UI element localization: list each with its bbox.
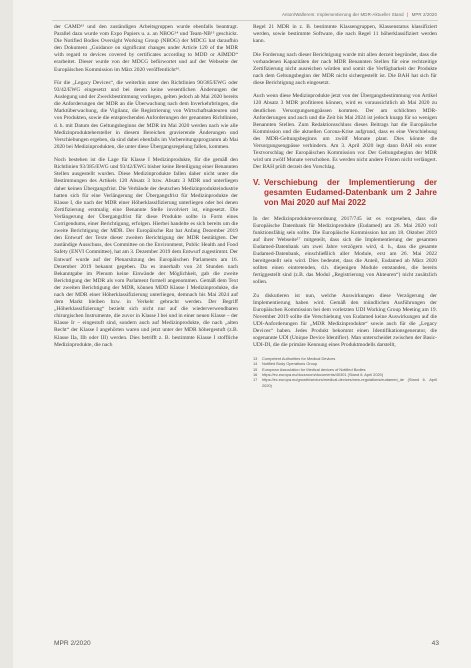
footnote	[253, 377, 437, 388]
left-column	[54, 24, 238, 355]
footer-journal: MPR 2/2020	[54, 640, 91, 647]
running-head: Anton/Wallerem: Implementierung der MDR-Aktueller Stand | MPR 2/2020	[281, 12, 437, 17]
body-paragraph: Noch bestehen ist die Lage für Klasse I Medizinprodukte, für die gemäß den Richtlinien 93/385/EWG und 93/42/EWG bisher keine Beteiligung einer Benannten Stellen ausgestellt wurden. Diese Medizinprodukte fallen daher nicht unter die Bestimmungen des Artikels 120 Absatz 3 bzw. Absatz 3 MDR und unterliegen daher keinen Übergangsfrist. Die Verbände der deutschen Medizinprodukteindustrie hatten sich für eine Verlängerung der Übergangsfrist für Medizinprodukte der Klasse I, die nach der MDR einer Höherklassifizierung unterliegen oder bei denen Zertifizierung erstmalig eine Benannte Stelle involviert ist, eingesetzt. Die Verlängerung der Übergangsfrist für diese Produkte sollte in Form eines Corrigendums, einer Berichtigung, erfolgen. Hierbei handelte es sich bereits um die zweite Berichtigung der MDR. Der Europäische Rat hat Anfang Dezember 2019 den Entwurf der Texte dieser zweiten Berichtigung der MDR bestätigten. Der zuständige Ausschuss, des Committee on the Environment, Public Health and Food Safety (ENVI Committee), hat am 3. Dezember 2019 dem Entwurf zugestimmt. Der Entwurf wurde auf der Plenarsitzung des Europäischen Parlaments am 16. Dezember 2019 bekannt gegeben. Da es innerhalb von 24 Stunden nach Bekanntgabe im Plenum keine Einwände der Möglichkeit, gab die zweite Berichtigung der MDR als vom Parlament formell angenommen. Gemäß dem Text der zweiten Berichtigung der MDR, können MDD Klasse I Medizinprodukte, die nach der MDR einer Höherklassifizierung unterliegen, demnach bis Mai 2024 auf dem Markt bleiben bzw. in Verkehr gebracht werden. Der Begriff „Höherklassifizierung“ bezieht sich nicht nur auf die wiederverwendbaren chirurgischen Instrumente, die zuvor in Klasse I bei und in einer neuen Klasse – der Klasse Ir – eingestuft sind, sondern auch auf Medizinprodukte, die nach „alten Recht“ der Klasse I angehörten waren und jetzt unter der MDR höhergestuft (z.B. Klasse IIa, IIb oder III) werden. Dies betrifft z. B. bestimmte Klasse I stoffliche Medizinprodukte, die nach	[54, 157, 238, 348]
body-paragraph: Auch wenn diese Medizinprodukte jetzt von der Übergangsbestimmung von Artikel 120 Absatz 3 MDR profitieren können, wird es voraussichtlich ab Mai 2020 zu deutlichen Versorgungsengpässen kommen. Der am schlichten MDR-Anforderungen und auch und die Zeit bis Mai 2024 ist jedoch knapp für so wenigen Benannten Stellen. Zum Redaktionsschluss dieses Beitrags hat die Europäische Kommission und die aktuellen Corona-Krise aufgrund, dass es eine Verschiebung des MDR-Geltungsbeginns um zwölf Monate plant. Dies könnte die Versorgungsengpässe verhindern. Am 3. April 2020 legt dann BAH ein erster Textvorschlag der Europäischen Kommission vor. Der Geltungsbeginn der MDR wird um zwölf Monate verschoben. Es werden nicht andere Fristen nicht verlängert. Der BAH prüft derzeit den Vorschlag.	[253, 93, 437, 171]
footnote-text: https://ec.europa.eu/docsroom/documents/40301 (Stand 6. April 2020)	[262, 372, 384, 378]
page-number: 43	[431, 640, 439, 647]
body-paragraph: der CAMD¹³ und den zuständigen Arbeitsgruppen wurde ebenfalls beantragt. Parallel dazu wurde vom Expo Papiers u. a. an NBOG¹⁴ und Team-NB¹⁵ geschickt. Die Notified Bodies Oversight Working Group (NBOG) der MDCG hat daraufhin den Dokument „Guidance on significant changes under Article 120 of the MDR with regard to devices covered by certificates according to MDD or AIMDD“ erarbeitet. Dieser wurde von der MDCG befürwortet und auf der Webseite der Europäischen Kommission im März 2020 veröffentlicht¹⁶.	[54, 24, 238, 73]
footnote-number: 14	[253, 361, 258, 367]
running-head-title: Implementierung der MDR-Aktueller Stand	[317, 12, 404, 17]
footnote-text: Notified Body Operations Group	[262, 361, 318, 367]
right-column	[253, 24, 437, 388]
body-paragraph: Die Forderung nach dieser Berichtigung wurde mit allen derzeit begründet, dass die vorhandenen Kapazitäten der nach MDR Benannten Stellen für eine rechtzeitige Zertifizierung nicht ausreichen würden und somit die Verfügbarkeit der Produkte nach dem Geltungsbeginn der MDR nicht sichergestellt ist. Die BAH hat sich für diese Berichtigung auch eingesetzt.	[253, 51, 437, 86]
footnote-number: 17	[253, 377, 258, 383]
footnote-text: Competent Authorities for Medical Devices	[262, 355, 336, 361]
body-paragraph: Für die „Legacy Devices“, die weiterhin unter den Richtlinien 90/385/EWG oder 93/42/EWG eingesetzt und bei denen keine wesentlichen Änderungen der Auslegung und der Zweckbestimmung vorliegen, gelten jedoch ab Mai 2020 bereits die Anforderungen der MDR an die Überwachung nach dem Inverkehrbringen, die Marktüberwachung, die Vigilanz, die Registrierung von Wirtschaftsakteuren und von Produkten, sowie die entsprechenden Anforderungen der genannten Richtlinien, d. h. mit Datum des Geltungsbeginns der MDR im Mai 2020 werden nach wie alle Medizinproduktehersteller in diesem Bereichen gravierende Änderungen und Verschiebungen ergeben, da sind dabei ebenfalls im Vorbereitungsprogramm ab Mai 2020 bei Medizinprodukten, die unter diese Übergangsregelung fallen, kommen.	[54, 79, 238, 150]
section-number: V.	[253, 177, 260, 187]
section-heading	[253, 178, 437, 209]
body-paragraph: Regel 21 MDR in z. B. bestimmte Klassengruppen, Klassenstatus klassifiziert werden, sowie bestimmte Software, die nach Regel 11 höherklassifiziert werden kann.	[253, 24, 437, 45]
footnote-text: European Association for Medical devices of Notified Bodies	[262, 366, 366, 372]
running-head-separator: |	[407, 12, 409, 17]
section-title: Verschiebung der Implementierung der gesamten Eudamed-Datenbank um 2 Jahre von Mai 2020 auf Mai 2022	[264, 177, 437, 208]
running-head-issue: MPR 2/2020	[411, 12, 437, 17]
footnote-number: 13	[253, 355, 258, 361]
body-paragraph: Zu diskutieren ist nun, welche Auswirkungen diese Verzögerung der Implementierung haben wird. Gemäß den mündlichen Ausführungen der Europäischen Kommission bei dem vorletzten UDI Working Group Meeting am 19. November 2019 sollte die Verschiebung von Eudamed keine Auswirkungen auf die UDI-Anforderungen für „MDR Medizinprodukte“ sowie auch für die „Legacy Devices“ haben. Jedes Produkt bekommt einen Identifikationsgenerator, die sogenannte UDI (Unique Device Identifier). Man unterscheidet zwischen der Basic-UDI-DI, die die primäre Kennung eines Produktmodells darstellt,	[253, 292, 437, 349]
footnote-number: 15	[253, 366, 258, 372]
header-rule	[52, 20, 438, 21]
body-paragraph: In der Medizinprodukteverordnung 2017/745 ist es vorgesehen, dass die Europäische Datenbank für Medizinprodukte (Eudamed) am 26. Mai 2020 voll funktionsfähig sein sollte. Die Europäische Kommission hat am 18. Oktober 2019 auf ihrer Webseite¹⁷ mitgeteilt, dass sich die Implementierung der gesamten Eudamed-Datenbank um zwei Jahre verzögern wird, d. h., dass die gesamte Eudamed-Datenbank, einschließlich aller Module, erst am 26. Mai 2022 bereitgestellt sein wird. Dies bedeutet, dass die Anteil, Eudamed ab März 2020 sollten einen eintretenden, d.h. diejenigen Module entstanden, die bereits fertiggestellt sind (z.B. das Modul „Registrierung von Akteuren“) nicht zusätzlich sollen.	[253, 215, 437, 286]
page-margin-band	[0, 0, 13, 668]
running-head-authors: Anton/Wallerem	[281, 12, 315, 17]
footnote-number: 16	[253, 372, 258, 378]
footnotes	[253, 356, 437, 388]
footnote-text: https://ec.europa.eu/growth/sectors/medical-devices/new-regulations/eudamed_de (Stand 6. April 2020)	[262, 377, 437, 388]
